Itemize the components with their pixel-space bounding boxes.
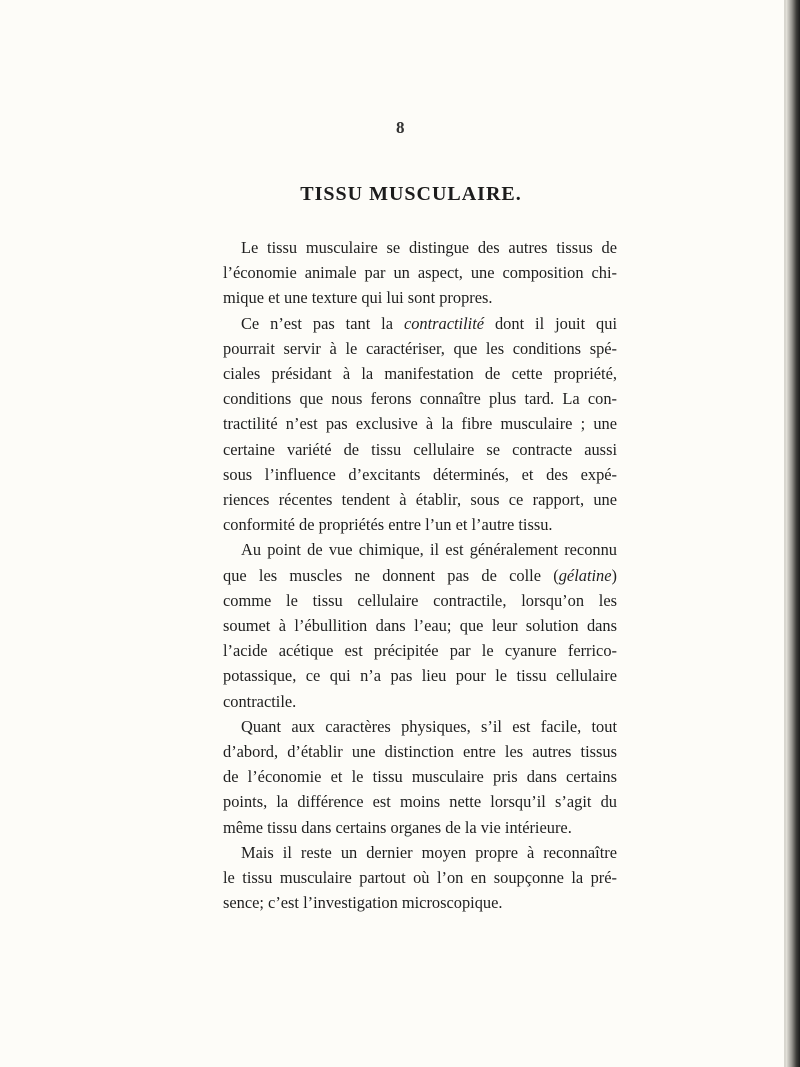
text-line: soumet à l’ébullition dans l’eau; que leur solution dans [223,616,617,636]
text-line: comme le tissu cellulaire contractile, lorsqu’on les [223,590,617,610]
page-title: TISSU MUSCULAIRE. [300,183,522,205]
binding-edge [786,0,800,1067]
text-line: Mais il reste un dernier moyen propre à reconnaître [241,842,617,862]
text-line: pourrait servir à le caractériser, que les conditions spé- [223,338,617,358]
paragraph [223,840,617,916]
text-line: mique et une texture qui lui sont propres. [223,288,493,308]
text-line: même tissu dans certains organes de la vie intérieure. [223,817,572,837]
text-line: sous l’influence d’excitants déterminés, et des expé- [223,464,617,484]
text-line: riences récentes tendent à établir, sous ce rapport, une [223,490,617,510]
text-line: Ce n’est pas tant la contractilité dont il jouit qui [241,313,617,333]
body-text [223,235,617,915]
paragraph [223,235,617,311]
text-line: certaine variété de tissu cellulaire se contracte aussi [223,439,617,459]
text-line: tractilité n’est pas exclusive à la fibre musculaire ; une [223,414,617,434]
paragraph [223,537,617,713]
text-line: Au point de vue chimique, il est généralement reconnu [241,540,617,560]
text-line: sence; c’est l’investigation microscopique. [223,893,503,913]
text-line: l’acide acétique est précipitée par le cyanure ferrico- [223,641,617,661]
text-line: Le tissu musculaire se distingue des autres tissus de [241,238,617,257]
text-line: le tissu musculaire partout où l’on en soupçonne la pré- [223,868,617,888]
text-line: Quant aux caractères physiques, s’il est facile, tout [241,716,617,736]
text-line: conformité de propriétés entre l’un et l’autre tissu. [223,515,553,535]
text-line: que les muscles ne donnent pas de colle (gélatine) [223,565,617,585]
text-line: points, la différence est moins nette lorsqu’il s’agit du [223,792,617,812]
text-line: conditions que nous ferons connaître plus tard. La con- [223,389,617,409]
text-line: de l’économie et le tissu musculaire pris dans certains [223,767,617,787]
text-line: contractile. [223,691,297,711]
text-line: potassique, ce qui n’a pas lieu pour le tissu cellulaire [223,666,617,686]
text-line: ciales présidant à la manifestation de cette propriété, [223,364,617,384]
text-line: l’économie animale par un aspect, une composition chi- [223,263,617,283]
text-line: d’abord, d’établir une distinction entre les autres tissus [223,742,617,762]
page-number: 8 [396,118,405,137]
paragraph [223,311,617,538]
paragraph [223,714,617,840]
